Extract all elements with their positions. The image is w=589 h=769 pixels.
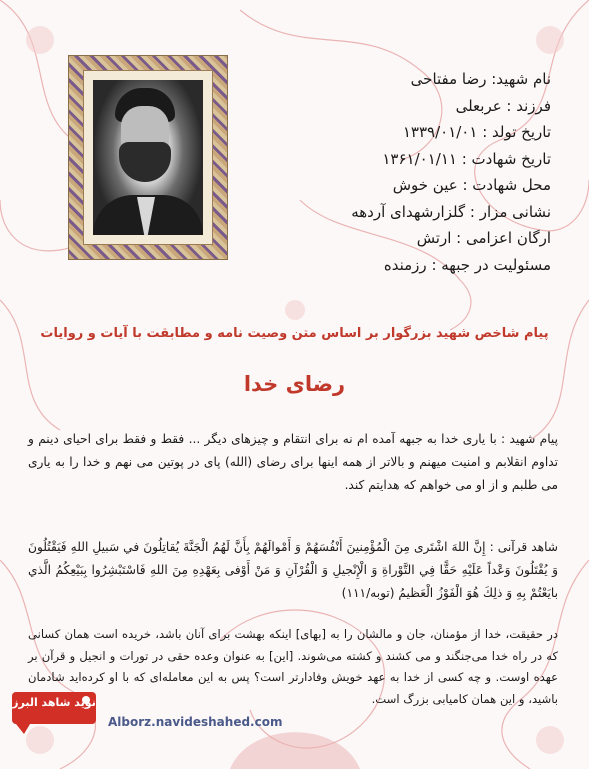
quran-verse: شاهد قرآنی : إِنَّ اللهَ اشْتَرى مِنَ الْمُؤْمِنينَ أَنْفُسَهُمْ وَ أَمْوالَهُمْ بِأَنَّ لَهُمُ الْجَنَّةَ يُقاتِلُونَ في سَبيلِ اللهِ فَيَقْتُلُونَ وَ يُقْتَلُونَ وَعْداً عَلَيْهِ حَقًّا فِي التَّوْراةِ وَ الْإِنْجيلِ وَ الْقُرْآنِ وَ مَنْ أَوْفى بِعَهْدِهِ مِنَ اللهِ فَاسْتَبْشِرُوا بِبَيْعِكُمُ الَّذي بايَعْتُمْ بِهِ وَ ذلِكَ هُوَ الْفَوْزُ الْعَظيمُ (توبه/۱۱۱) <box>28 540 558 600</box>
verse-translation: در حقیقت، خدا از مؤمنان، جان و مالشان را به [بهای] اینکه بهشت برای آنان باشد، خریده است همان کسانی که در راه خدا می‌جنگند و می کشند و کشته می‌شوند. [این] به عنوان وعده حقی در تورات و انجیل و قرآن بر عهده اوست. و چه کسی از خدا به عهد خویش وفادارتر است؟ پس به این معامله‌ای که با او کرده‌اید شادمان باشید، و این همان کامیابی بزرگ است. <box>28 627 558 706</box>
portrait-mat <box>83 70 213 245</box>
profile-dispatching-organization: ارگان اعزامی : ارتش <box>416 229 551 247</box>
martyr-photo <box>93 80 203 235</box>
page-title: رضای خدا <box>243 372 346 396</box>
martyr-message: پیام شهید : با یاری خدا به جبهه آمده ام نه برای انتقام و چیزهای دیگر ... فقط و فقط برای احیای دینم و تداوم انقلابم و امنیت میهنم و بالاتر از همه اینها برای رضای (الله) پای در پوتین می نهم و خدا را به یاری می طلبم و از او می خواهم که هدایتم کند. <box>28 432 558 492</box>
profile-martyrdom-place: محل شهادت : عین خوش <box>392 176 551 194</box>
profile-name: نام شهید: رضا مفتاحی <box>410 70 551 88</box>
headline: پیام شاخص شهید بزرگوار بر اساس متن وصیت نامه و مطابقت با آیات و روایات <box>40 326 549 341</box>
martyr-profile <box>251 66 551 278</box>
profile-birth-date: تاریخ تولد : ۱۳۳۹/۰۱/۰۱ <box>402 123 551 141</box>
profile-father: فرزند : عربعلی <box>455 96 551 115</box>
logo-text: نوید شاهد البرز <box>12 696 96 709</box>
site-url[interactable]: Alborz.navideshahed.com <box>108 715 283 729</box>
navid-shahed-logo <box>10 686 98 736</box>
profile-burial-place: نشانی مزار : گلزارشهدای آردهه <box>351 202 551 221</box>
portrait-frame <box>68 55 228 260</box>
profile-martyrdom-date: تاریخ شهادت : ۱۳۶۱/۰۱/۱۱ <box>382 149 551 168</box>
profile-front-role: مسئولیت در جبهه : رزمنده <box>383 255 551 274</box>
